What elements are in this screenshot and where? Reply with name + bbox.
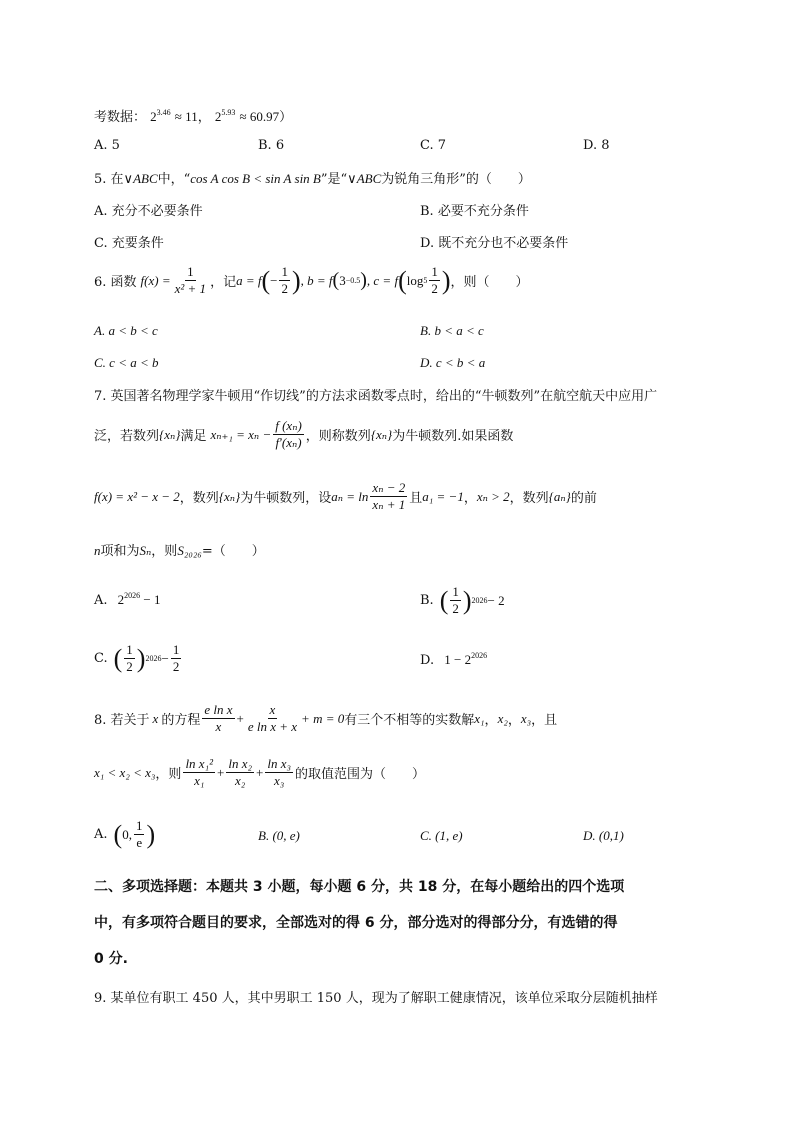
q6-c-den: 2	[431, 281, 438, 296]
q8-stem	[94, 702, 557, 735]
q7-option-b[interactable]: B. ( $\frac{1}{2}$ ) 2026 − 2	[420, 584, 505, 616]
q7-sn: Sₙ	[139, 543, 152, 558]
q8-lead: 8. 若关于	[94, 713, 150, 728]
q7-seq4: {aₙ}	[548, 488, 571, 504]
q7-line2-tail: 为牛顿数列.如果函数	[392, 429, 514, 444]
q6-option-a[interactable]: A. a < b < c	[94, 323, 158, 338]
q6-option-b[interactable]: B. b < a < c	[420, 323, 484, 338]
q6-a: a = f	[236, 272, 262, 288]
ref-a-val: ≈ 11，	[174, 109, 211, 124]
q7-seq3: {xₙ}	[218, 488, 241, 504]
q8-x3: x₃	[520, 710, 532, 726]
ref-b: 2	[214, 109, 222, 124]
q6-option-d[interactable]: D. c < b < a	[420, 355, 486, 370]
q7-opt-b-label: B.	[420, 593, 434, 608]
q8-comma1: ，	[484, 713, 498, 728]
q5-abc: ABC	[133, 171, 158, 186]
q7-line3-b: 为牛顿数列，设	[240, 491, 332, 506]
ref-a: 2	[150, 109, 157, 124]
q8-t1-num: e ln x	[204, 702, 233, 717]
q6-a-num: 1	[281, 264, 288, 279]
q6-a-fraction	[279, 264, 290, 297]
q8-x1: x₁	[474, 710, 485, 726]
q7-opt-a-exp: 2026	[124, 591, 141, 600]
q6-c: , c = f	[366, 272, 399, 288]
q7-f-num: f (xₙ)	[275, 418, 302, 433]
q5-option-b[interactable]: B. 必要不充分条件	[420, 204, 529, 219]
q7-fraction	[273, 418, 304, 451]
q9-stem: 9. 某单位有职工 450 人，其中男职工 150 人，现为了解职工健康情况，该单位采取分层随机抽样	[94, 991, 658, 1006]
q8-x: x	[152, 710, 159, 726]
q8-e3-den: x₃	[274, 773, 285, 788]
q8-e2-num: ln x₂	[228, 756, 252, 771]
q6-fx: f(x) =	[140, 272, 171, 288]
q7-a1: a₁ = −1	[422, 488, 464, 504]
q8-option-b[interactable]: B. (0, e)	[258, 828, 300, 843]
q5-option-c[interactable]: C. 充要条件	[94, 236, 164, 251]
q8-e1-den: x₁	[194, 773, 205, 788]
q7-opt-c-fraction2	[171, 642, 182, 675]
q4-option-a[interactable]: A. 5	[94, 138, 120, 153]
q5-stem-mid: 中，“	[157, 172, 191, 187]
q7-line3-e: ，数列	[509, 491, 549, 506]
q7-line4-c: =（ ）	[201, 544, 265, 559]
q7-opt-a-base: 2	[117, 592, 125, 607]
q7-xn: xₙ > 2	[476, 488, 510, 504]
q8-opt-a-den: e	[136, 835, 143, 850]
q7-seq2: {xₙ}	[370, 426, 393, 442]
q7-line3	[94, 480, 597, 513]
q5-option-d[interactable]: D. 既不充分也不必要条件	[420, 236, 569, 251]
q8-e1-num: ln x₁²	[185, 756, 213, 771]
right-paren: )	[146, 819, 156, 849]
q8-expr3	[265, 756, 293, 789]
q6-end: ，则（ ）	[450, 275, 529, 290]
q7-n: n	[94, 543, 101, 558]
q8-e2-den: x₂	[235, 773, 246, 788]
q5-stem	[94, 168, 531, 187]
q7-line2-pre: 泛，若数列	[94, 429, 160, 444]
section2-line2: 中，有多项符合题目的要求，全部选对的得 6 分，部分选对的得部分分，有选错的得	[94, 915, 618, 931]
q6-c-log: log	[406, 272, 424, 288]
q7-an-den: xₙ + 1	[372, 497, 406, 512]
q7-line2-mid: 满足	[180, 429, 207, 444]
q8-option-d[interactable]: D. (0,1)	[583, 828, 624, 843]
reference-data-line	[94, 106, 292, 125]
q5-abc2: ABC	[356, 171, 382, 186]
q6-b: , b = f	[300, 272, 333, 288]
q7-seq: {xₙ}	[159, 426, 181, 442]
q7-line4	[94, 540, 265, 559]
q7-opt-c-num: 1	[126, 642, 133, 657]
q5-stem-end: 为锐角三角形”的（ ）	[381, 172, 531, 187]
q7-opt-a-tail: − 1	[140, 592, 161, 607]
q6-a-den: 2	[281, 281, 288, 296]
q7-line3-c: 且	[409, 491, 423, 506]
q7-an-num: xₙ − 2	[372, 480, 406, 495]
ref-b-val: ≈ 60.97）	[239, 109, 293, 124]
q7-option-a[interactable]	[94, 592, 161, 608]
left-paren: (	[398, 265, 407, 295]
q8-term1	[202, 702, 234, 735]
q7-opt-b-den: 2	[452, 601, 459, 616]
q4-option-d[interactable]: D. 8	[583, 138, 610, 153]
q8-opt-a-zero: 0,	[122, 826, 132, 842]
q7-line2-end: ，则称数列	[305, 429, 371, 444]
q8-expr1	[183, 756, 215, 789]
left-paren: (	[332, 269, 340, 291]
q7-recur: xₙ₊₁ = xₙ −	[210, 426, 272, 442]
q8-t1-den: x	[215, 719, 222, 734]
q8-tail: + m = 0	[301, 710, 345, 726]
q7-s2026: S₂₀₂₆	[177, 543, 202, 558]
right-paren: )	[136, 643, 146, 673]
q8-plus: +	[236, 710, 244, 726]
left-paren: (	[113, 819, 123, 849]
ref-prefix: 考数据：	[94, 110, 147, 125]
q7-line1: 7. 英国著名物理学家牛顿用“作切线”的方法求函数零点时，给出的“牛顿数列”在航空航天中应用广	[94, 389, 658, 404]
q6-option-c[interactable]: C. c < a < b	[94, 355, 159, 370]
q8-t2-num: x	[269, 702, 276, 717]
q7-line3-f: 的前	[570, 491, 597, 506]
q7-opt-b-num: 1	[452, 584, 459, 599]
right-paren: )	[291, 265, 301, 295]
left-paren: (	[439, 585, 449, 615]
q8-opt-a-label: A.	[94, 827, 108, 842]
q8-cond: x₁ < x₂ < x₃	[94, 764, 156, 780]
q7-opt-c-den2: 2	[172, 659, 180, 674]
q8-option-c[interactable]: C. (1, e)	[420, 828, 463, 843]
ref-a-exp: 3.46	[156, 108, 171, 117]
q7-line2	[94, 418, 513, 451]
section2-line3: 0 分.	[94, 951, 128, 967]
q4-option-c[interactable]: C. 7	[420, 138, 447, 153]
q7-an-fraction	[370, 480, 407, 513]
q6-lead: 6. 函数	[94, 275, 137, 290]
q6-c-fraction	[429, 264, 440, 297]
q8-term2	[246, 702, 299, 735]
q8-end: ，且	[531, 713, 558, 728]
q8-x2: x₂	[497, 710, 508, 726]
q7-line3-a: ，数列	[179, 491, 219, 506]
right-paren: )	[360, 269, 367, 291]
q7-opt-b-tail: − 2	[487, 592, 505, 608]
q7-opt-b-fraction	[450, 584, 461, 617]
right-paren: )	[462, 585, 472, 615]
q7-opt-c-tail: −	[161, 650, 169, 666]
q5-stem-pre: 5. 在∨	[94, 172, 134, 187]
q7-line4-b: ，则	[151, 544, 178, 559]
ref-b-exp: 5.93	[221, 108, 236, 117]
section2-line1: 二、多项选择题：本题共 3 小题，每小题 6 分，共 18 分，在每小题给出的四个选项	[94, 879, 625, 895]
q7-line4-a: 项和为	[100, 544, 140, 559]
q8-line2: x₁ < x₂ < x₃ ，则 $\frac{\text{ln x₁²}}{\text{x₁}}$ + $\frac{\text{ln x₂}}{\text{x₂}}$ + $\frac{\text{ln x₃}}{\text{x₃}}$ 的取值范围为（ ）	[94, 756, 426, 788]
q7-opt-d-body: 1 − 2	[444, 652, 472, 667]
q6-fraction	[173, 264, 208, 297]
q8-t2-den: e ln x + x	[247, 719, 298, 734]
q6-stem: 6. 函数 f(x) = $\frac{1}{\text{x² + 1}}$ ，记 a = f ( − $\frac{1}{2}$ ) , b = f ( 3 −0.5 ) , c = f ( log 5 $\frac{1}{2}$ ) ，则（ ）	[94, 264, 529, 296]
q8-desc: 有三个不相等的实数解	[344, 713, 475, 728]
q7-line3-d: ，	[463, 491, 477, 506]
q8-expr2	[226, 756, 254, 789]
q7-option-c[interactable]: C. ( $\frac{1}{2}$ ) 2026 − $\frac{1}{2}$	[94, 642, 180, 674]
q7-option-d[interactable]	[420, 652, 487, 668]
right-paren: )	[441, 265, 451, 295]
q7-opt-a-label: A.	[94, 593, 108, 608]
q8-mid: 的方程	[161, 713, 201, 728]
q7-func: f(x) = x² − x − 2	[94, 488, 180, 504]
q7-opt-c-fraction	[124, 642, 135, 675]
q8-comma2: ，	[507, 713, 521, 728]
q8-option-a[interactable]	[94, 818, 155, 851]
q7-f-den: f′(xₙ)	[275, 435, 302, 450]
q6-c-num: 1	[431, 264, 438, 279]
q7-an: aₙ = ln	[331, 488, 369, 504]
left-paren: (	[113, 643, 123, 673]
q8-opt-a-num: 1	[135, 818, 143, 833]
q7-opt-c-den: 2	[126, 659, 133, 674]
q8-e3-num: ln x₃	[267, 756, 291, 771]
q8-opt-a-fraction	[134, 818, 145, 851]
q5-option-a[interactable]: A. 充分不必要条件	[94, 204, 203, 219]
q8-line2-end: 的取值范围为（ ）	[295, 767, 426, 782]
q7-opt-c-label: C.	[94, 651, 108, 666]
q5-condition: cos A cos B < sin A sin B	[190, 171, 321, 186]
left-paren: (	[261, 265, 271, 295]
q7-opt-d-label: D.	[420, 653, 435, 668]
q7-opt-d-exp: 2026	[471, 651, 488, 660]
q6-mid: ，记	[210, 275, 237, 290]
q5-stem-mid2: ”是“∨	[320, 172, 357, 187]
q6-num: 1	[187, 264, 194, 279]
q8-line2-a: ，则	[155, 767, 182, 782]
q4-option-b[interactable]: B. 6	[258, 138, 285, 153]
q7-opt-c-num2: 1	[172, 642, 180, 657]
q6-b-arg: 3	[339, 272, 346, 288]
q6-den: x² + 1	[174, 281, 207, 296]
